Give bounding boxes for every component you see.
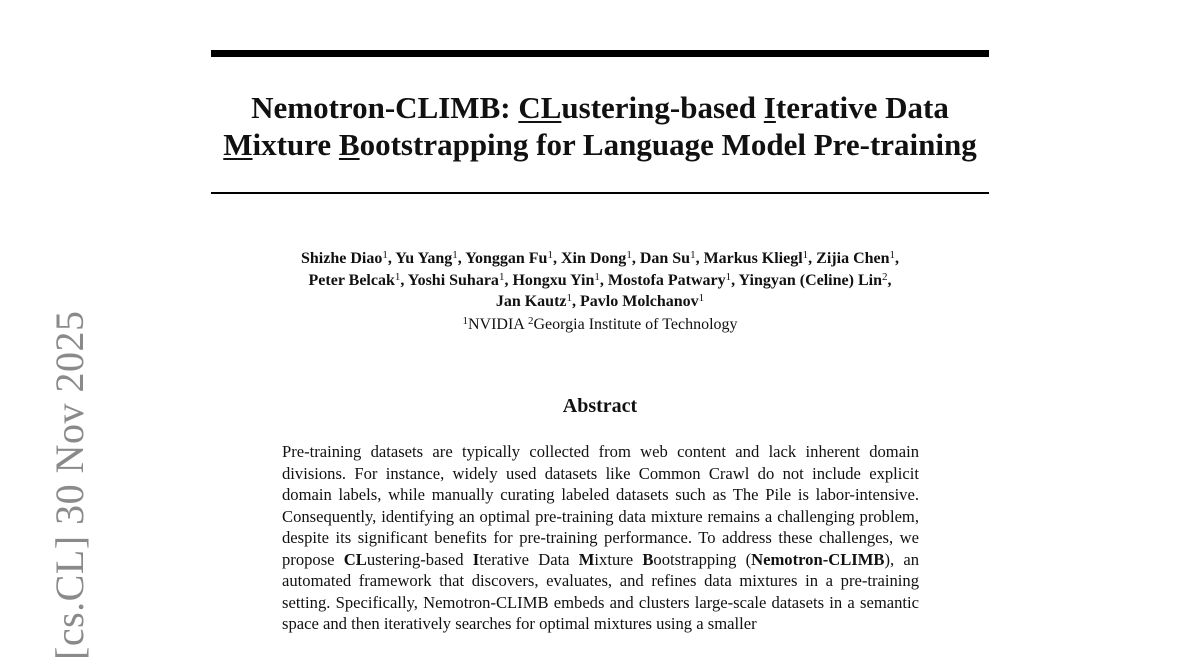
- title-acronym-letter: CL: [518, 90, 562, 125]
- author-name: Peter Belcak: [308, 271, 395, 289]
- abstract-bold-segment: Nemotron-CLIMB: [751, 549, 885, 569]
- abstract-bold-segment: I: [472, 549, 480, 569]
- author-name: Yoshi Suhara: [407, 271, 499, 289]
- paper-title: [100, 89, 1100, 163]
- title-acronym-letter: B: [338, 127, 360, 162]
- author-affiliation-mark: 1: [394, 270, 401, 283]
- author-affiliation-mark: 1: [690, 249, 696, 261]
- abstract-bold-segment: B: [642, 549, 654, 569]
- author-affiliation-mark: 1: [626, 249, 632, 261]
- author-name: Mostofa Patwary: [607, 271, 726, 289]
- affiliation-mark: 1: [462, 315, 468, 327]
- author-name: Yu Yang: [395, 250, 453, 267]
- affiliations: [150, 314, 1050, 336]
- author-affiliation-mark: 1: [698, 292, 705, 304]
- author-name: Markus Kliegl: [703, 250, 803, 267]
- abstract-segment: Pre-training datasets are typically collected from web content and lack inherent domain divisions. For instance, widely used datasets like Common Crawl do not include explicit domain labels, while manually curating labeled datasets such as The Pile is labor-intensive. Consequently, identifying an optimal pre-training data mixture remains a challenging problem, despite its significant benefits for pre-training performance. To address these challenges, we propose: [282, 442, 919, 569]
- author-affiliation-mark: 1: [889, 249, 896, 261]
- abstract-segment: terative Data: [479, 549, 579, 569]
- author-name: Yingyan (Celine) Lin: [738, 271, 882, 289]
- abstract-bold-segment: M: [578, 549, 595, 569]
- title-segment: ustering-based: [561, 90, 764, 125]
- affiliation-name: NVIDIA: [467, 316, 524, 333]
- abstract-segment: ustering-based: [366, 549, 473, 569]
- author-list: Shizhe Diao$^1$, Yu Yang$^1$, Yonggan Fu$^1$, Xin Dong$^1$, Dan Su$^1$, Markus Kliegl$^1$, Zijia Chen$^1$, Peter Belcak$^1$, Yoshi Suhara$^1$, Hongxu Yin$^1$, Mostofa Patwary$^1$, Yingyan (Celine) Lin$^2$, Jan Kautz$^1$, Pavlo Molchanov$^1$: [300, 249, 900, 310]
- author-name: Xin Dong: [560, 250, 627, 267]
- affiliation-name: Georgia Institute of Technology: [533, 316, 738, 333]
- author-name: Pavlo Molchanov: [580, 293, 699, 310]
- title-segment: ootstrapping for Language Model Pre-training: [359, 127, 977, 162]
- abstract-text: [282, 441, 919, 635]
- abstract-heading: Abstract: [562, 395, 638, 417]
- abstract-segment: ), an automated framework that discovers, evaluates, and refines data mixtures in a pre-training setting. Specifically, Nemotron-CLIMB embeds and clusters large-scale datasets in a semantic space and then iteratively searches for optimal mixtures using a smaller: [282, 549, 920, 633]
- author-name: Dan Su: [639, 250, 691, 267]
- title-segment: ixture: [252, 127, 339, 162]
- arxiv-sidebar-stamp: [cs.CL] 30 Nov 2025: [47, 310, 92, 660]
- title-acronym-letter: M: [223, 127, 253, 162]
- abstract-bold-segment: CL: [343, 549, 367, 569]
- title-top-rule: [211, 50, 989, 57]
- author-affiliation-mark: 1: [725, 270, 732, 283]
- author-affiliation-mark: 1: [566, 292, 572, 304]
- author-affiliation-mark: 1: [802, 249, 809, 261]
- title-segment: Nemotron-CLIMB:: [251, 90, 519, 125]
- author-affiliation-mark: 1: [382, 249, 388, 261]
- author-affiliation-mark: 1: [594, 270, 600, 283]
- author-name: Zijia Chen: [816, 250, 890, 267]
- author-name: Shizhe Diao: [300, 250, 383, 267]
- abstract-segment: ixture: [594, 549, 643, 569]
- title-bottom-rule: [211, 192, 989, 194]
- author-affiliation-mark: 1: [452, 249, 458, 261]
- title-segment: terative Data: [775, 90, 949, 125]
- affiliation-mark: 2: [527, 315, 534, 327]
- author-affiliation-mark: 2: [881, 270, 888, 283]
- author-affiliation-mark: 1: [547, 249, 553, 261]
- author-affiliation-mark: 1: [498, 270, 505, 283]
- author-name: Yonggan Fu: [465, 250, 548, 267]
- author-name: Hongxu Yin: [512, 271, 595, 289]
- title-acronym-letter: I: [763, 90, 776, 125]
- abstract-segment: ootstrapping (: [653, 549, 752, 569]
- author-name: Jan Kautz: [495, 293, 567, 310]
